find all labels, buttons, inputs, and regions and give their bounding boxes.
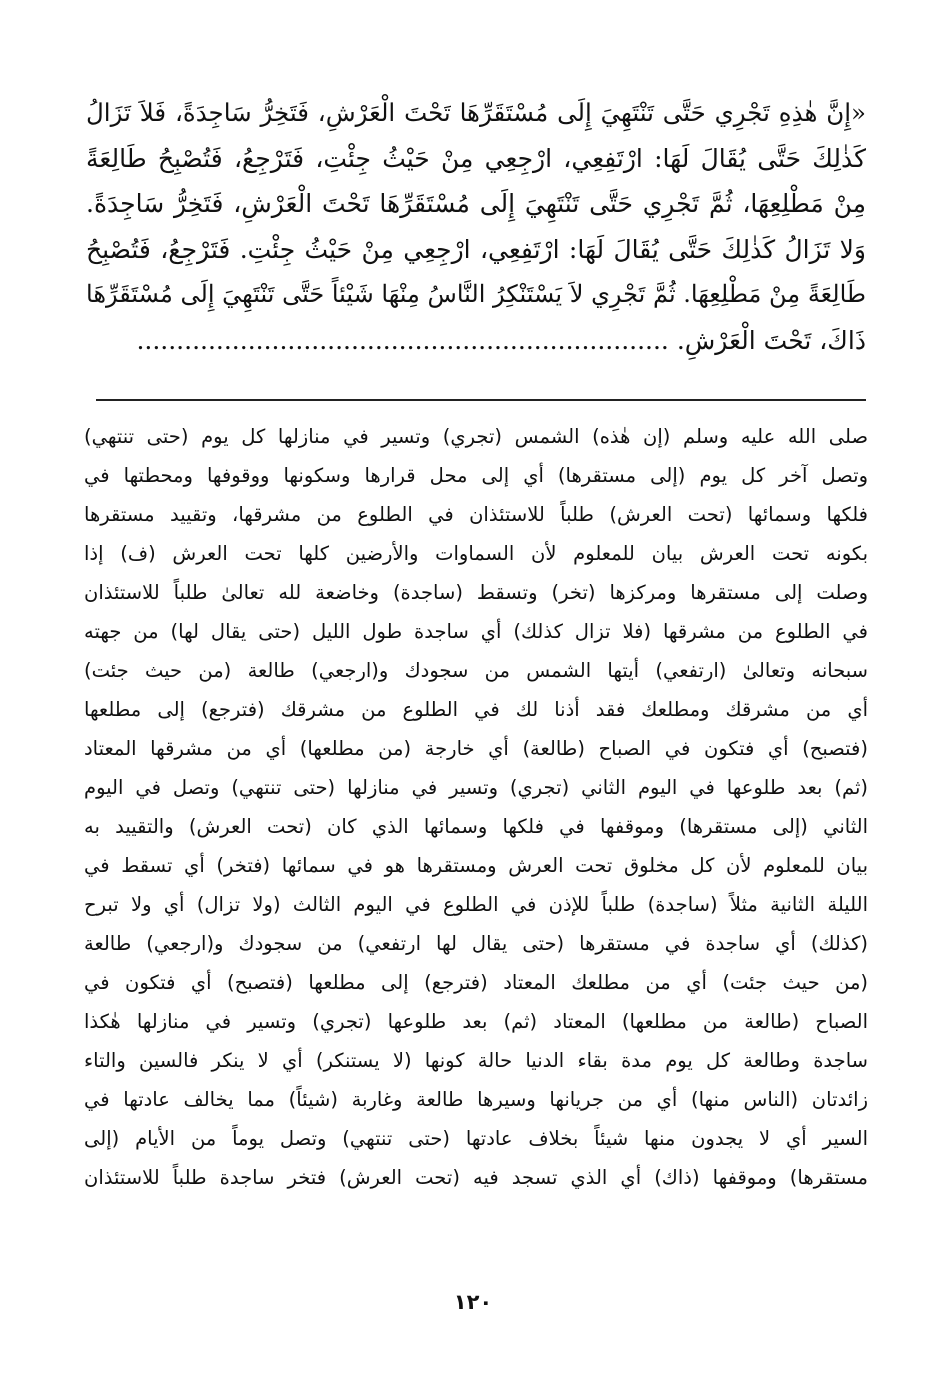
commentary-line: الصباح (طالعة من مطلعها) المعتاد (ثم) بعد طلوعها (تجري) وتسير في منازلها هٰكذا: [84, 1010, 868, 1033]
commentary-line: السير أي لا يجدون منها شيئاً بخلاف عادتها (حتى تنتهي) وتصل يوماً من الأيام (إلى: [84, 1127, 868, 1150]
commentary-line: (كذلك) أي ساجدة في مستقرها (حتى يقال لها ارتفعي) من سجودك و(ارجعي) طالعة: [84, 932, 868, 955]
hadith-text-block: [86, 90, 866, 363]
commentary-line: زائدتان (الناس منها) أي من جريانها وسيرها طالعة وغاربة (شيئاً) مما يخالف عادتها في: [84, 1088, 868, 1111]
hadith-line: وَلا تَزَالُ كَذٰلِكَ حَتَّى يُقَالَ لَهَا: ارْتَفِعِي، ارْجِعِي مِنْ حَيْثُ جِئْتِ. فَتَرْجِعُ، فَتُصْبِحُ: [86, 234, 866, 264]
hadith-line: «إِنَّ هٰذِهِ تَجْرِي حَتَّى تَنْتَهِيَ إِلَى مُسْتَقَرِّهَا تَحْتَ الْعَرْشِ، فَتَخِرُّ سَاجِدَةً، فَلاَ تَزَالُ: [86, 98, 866, 127]
commentary-line: في الطلوع من مشرقها (فلا تزال كذلك) أي ساجدة طول الليل (حتى يقال لها) من جهته: [84, 620, 868, 643]
footnote-divider: [96, 399, 866, 401]
commentary-line: (فتصبح) أي فتكون في الصباح (طالعة) أي خارجة (من مطلعها) أي من مشرقها المعتاد: [84, 737, 868, 760]
commentary-line: وصلت إلى مستقرها ومركزها (تخر) وتسقط (ساجدة) وخاضعة لله تعالىٰ طلباً للاستئذان: [84, 581, 868, 604]
commentary-line: فلكها وسمائها (تحت العرش) طلباً للاستئذان في الطلوع من مشرقها، وتقييد مستقرها: [84, 503, 868, 526]
commentary-line: (من حيث جئت) أي من مطلعك المعتاد (فترجع) إلى مطلعها (فتصبح) أي فتكون في: [84, 971, 868, 994]
commentary-line: الثاني (إلى مستقرها) وموقفها في فلكها وسمائها الذي كان (تحت العرش) والتقييد به: [84, 815, 868, 838]
commentary-line: (ثم) بعد طلوعها في اليوم الثاني (تجري) وتسير في منازلها (حتى تنتهي) وتصل في اليوم: [84, 776, 868, 799]
commentary-line: الليلة الثانية مثلاً (ساجدة) طلباً للإذن في الطلوع في اليوم الثالث (ولا تزال) أي ولا تبرح: [84, 893, 868, 916]
commentary-line: بيان للمعلوم لأن كل مخلوق تحت العرش ومستقرها هو في سمائها (فتخر) أي تسقط في: [84, 854, 868, 877]
commentary-text-block: [84, 417, 868, 1197]
page-number: ١٢٠: [453, 1290, 493, 1314]
commentary-line: ساجدة وطالعة كل يوم مدة بقاء الدنيا حالة كونها (لا يستنكر) أي لا ينكر فالسين والتاء: [84, 1049, 868, 1072]
hadith-line: ذَاكَ، تَحْتَ الْعَرْشِ. ...................................................................: [136, 325, 866, 355]
hadith-line: كَذٰلِكَ حَتَّى يُقَالَ لَهَا: ارْتَفِعِي، ارْجِعِي مِنْ حَيْثُ جِئْتِ، فَتَرْجِعُ، فَتُصْبِحُ طَالِعَةً: [86, 143, 866, 173]
commentary-line: بكونه تحت العرش بيان للمعلوم لأن السماوات والأرضين كلها تحت العرش (ف) إذا: [84, 542, 868, 565]
commentary-line: وتصل آخر كل يوم (إلى مستقرها) أي إلى محل قرارها وسكونها ووقوفها ومحطتها في: [84, 464, 868, 487]
hadith-line: طَالِعَةً مِنْ مَطْلِعِهَا. ثُمَّ تَجْرِي لاَ يَسْتَنْكِرُ النَّاسُ مِنْهَا شَيْئاً حَتَّى تَنْتَهِيَ إِلَى مُسْتَقَرِّهَا: [86, 280, 866, 308]
commentary-line: أي من مشرقك ومطلعك فقد أذنا لك في الطلوع من مشرقك (فترجع) إلى مطلعها: [84, 698, 868, 721]
commentary-line: مستقرها) وموقفها (ذاك) أي الذي تسجد فيه (تحت العرش) فتخر ساجدة طلباً للاستئذان: [84, 1166, 868, 1189]
commentary-line: صلى الله عليه وسلم (إن هٰذه) الشمس (تجري) وتسير في منازلها كل يوم (حتى تنتهي): [84, 425, 868, 448]
commentary-line: سبحانه وتعالىٰ (ارتفعي) أيتها الشمس من سجودك و(ارجعي) طالعة (من حيث جئت): [84, 659, 868, 682]
hadith-line: مِنْ مَطْلِعِهَا، ثُمَّ تَجْرِي حَتَّى تَنْتَهِيَ إِلَى مُسْتَقَرِّهَا تَحْتَ الْعَرْشِ، فَتَخِرُّ سَاجِدَةً.: [86, 189, 866, 218]
